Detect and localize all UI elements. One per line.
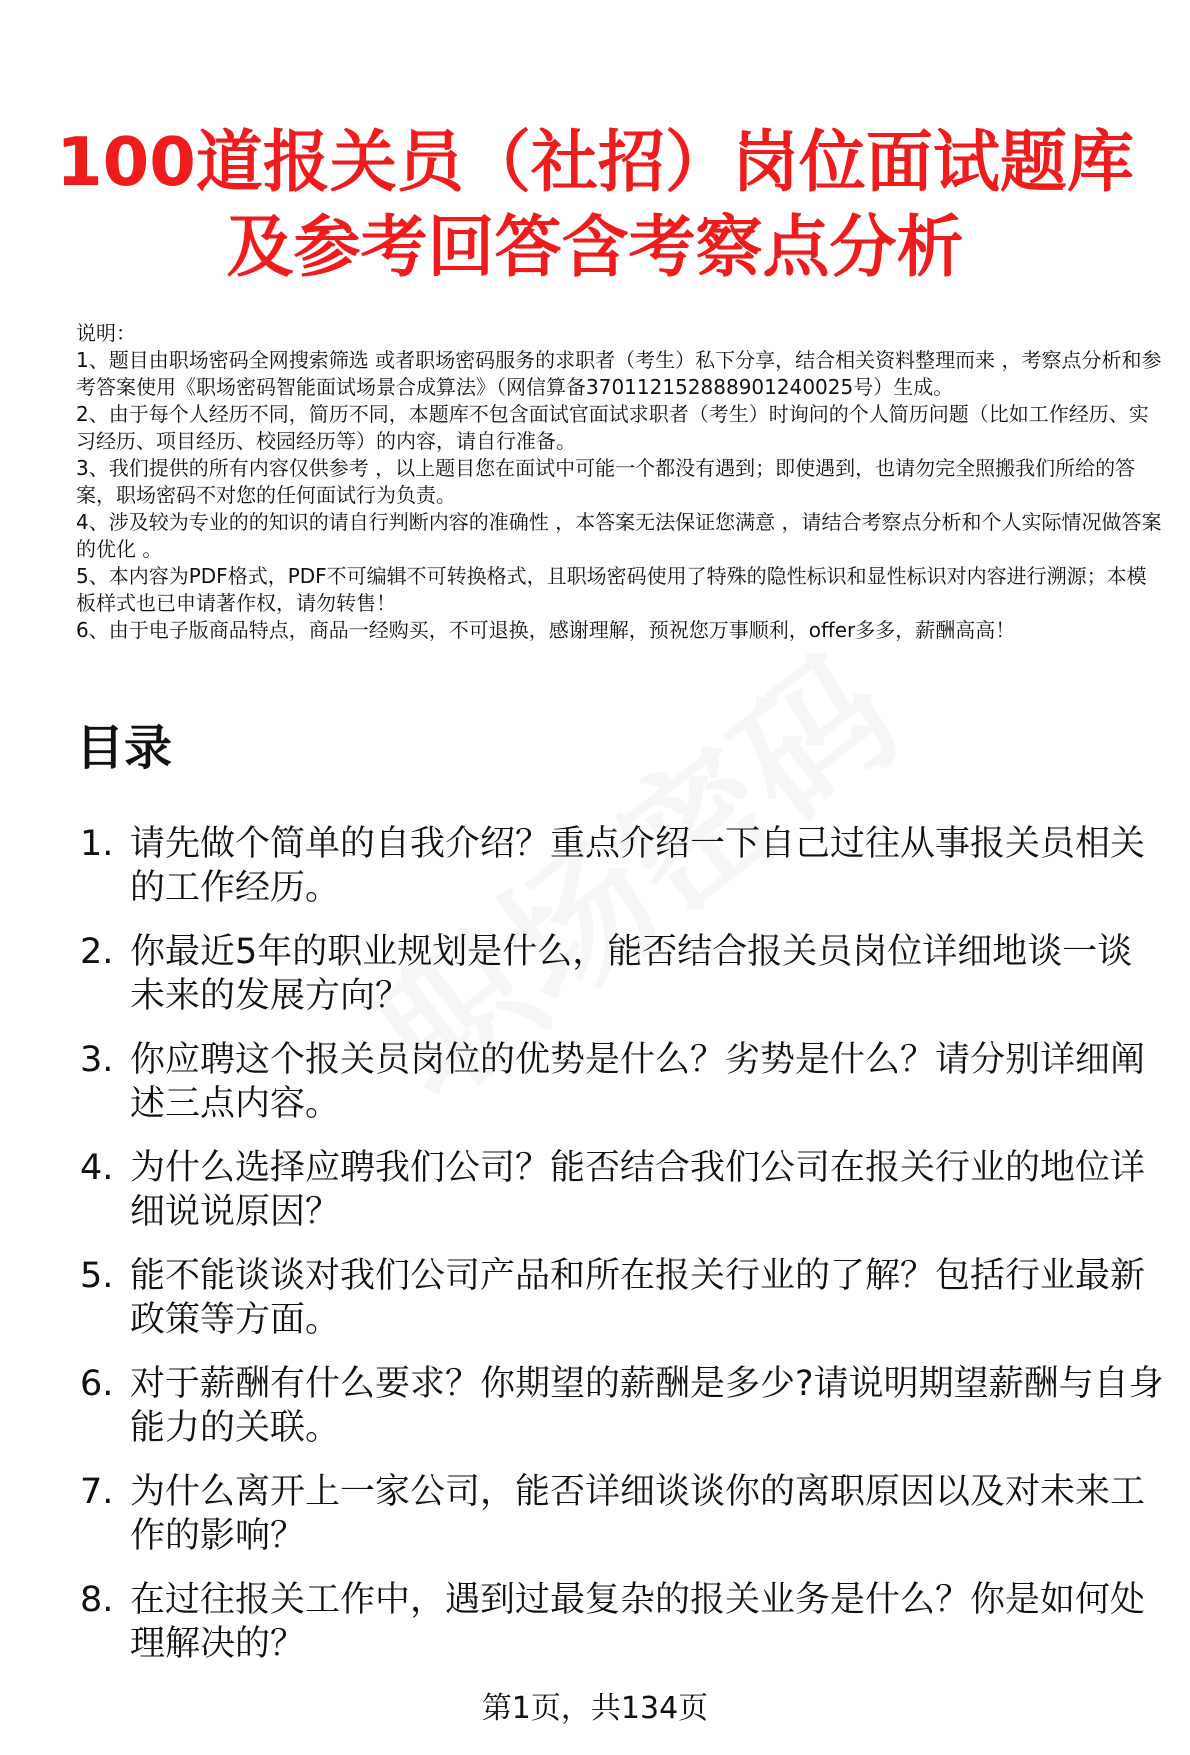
instruction-item: 1、题目由职场密码全网搜索筛选 或者职场密码服务的求职者（考生）私下分享，结合相关资料整理而来 ，考察点分析和参考答案使用《职场密码智能面试场景合成算法》（网信算备370112152888901240025号）生成。 [76,348,1162,399]
toc-item[interactable] [76,930,1166,1038]
toc-item-text: 为什么选择应聘我们公司？能否结合我们公司在报关行业的地位详细说说原因？ [130,1148,1146,1232]
toc-item-number: 8. [80,1580,114,1620]
toc-item-number: 4. [80,1148,114,1188]
toc-item[interactable] [76,822,1166,930]
toc-item[interactable] [76,1362,1166,1470]
toc-item-number: 6. [80,1364,114,1404]
toc-item-text: 你应聘这个报关员岗位的优势是什么？劣势是什么？请分别详细阐述三点内容。 [130,1040,1146,1124]
instruction-item: 4、涉及较为专业的的知识的请自行判断内容的准确性 ，本答案无法保证您满意 ，请结合考察点分析和个人实际情况做答案的优化 。 [76,510,1162,561]
page-title-line-2: 及参考回答含考察点分析 [226,208,964,286]
toc-item-number: 1. [80,824,114,864]
toc-item-number: 7. [80,1472,114,1512]
toc-item-number: 2. [80,932,114,972]
toc-item-text: 对于薪酬有什么要求？你期望的薪酬是多少?请说明期望薪酬与自身能力的关联。 [130,1364,1164,1448]
toc-item[interactable] [76,1146,1166,1254]
toc-item-number: 3. [80,1040,114,1080]
toc-item-text: 为什么离开上一家公司，能否详细谈谈你的离职原因以及对未来工作的影响？ [130,1472,1146,1556]
toc-item[interactable] [76,1470,1166,1578]
toc-item-text: 你最近5年的职业规划是什么，能否结合报关员岗位详细地谈一谈未来的发展方向？ [130,932,1133,1016]
toc-list [76,822,1166,1686]
toc-item-text: 能不能谈谈对我们公司产品和所在报关行业的了解？包括行业最新政策等方面。 [130,1256,1146,1340]
toc-heading: 目录 [76,720,173,776]
instruction-item: 5、本内容为PDF格式，PDF不可编辑不可转换格式，且职场密码使用了特殊的隐性标识和显性标识对内容进行溯源；本模板样式也已申请著作权，请勿转售！ [76,564,1147,615]
toc-item[interactable] [76,1038,1166,1146]
toc-item-number: 5. [80,1256,114,1296]
instructions-heading: 说明： [76,321,136,345]
instruction-item: 3、我们提供的所有内容仅供参考 ，以上题目您在面试中可能一个都没有遇到；即使遇到，也请勿完全照搬我们所给的答案，职场密码不对您的任何面试行为负责。 [76,456,1136,507]
toc-item[interactable] [76,1578,1166,1686]
toc-item-text: 请先做个简单的自我介绍？重点介绍一下自己过往从事报关员相关的工作经历。 [130,824,1146,908]
page-number: 第1页，共134页 [481,1691,709,1726]
instruction-item: 6、由于电子版商品特点，商品一经购买，不可退换，感谢理解，预祝您万事顺利，offer多多，薪酬高高！ [76,618,1016,642]
page-title-line-1: 100道报关员（社招）岗位面试题库 [56,123,1134,201]
toc-item[interactable] [76,1254,1166,1362]
instruction-item: 2、由于每个人经历不同，简历不同，本题库不包含面试官面试求职者（考生）时询问的个人简历问题（比如工作经历、实习经历、项目经历、校园经历等）的内容，请自行准备。 [76,402,1149,453]
toc-item-text: 在过往报关工作中，遇到过最复杂的报关业务是什么？你是如何处理解决的？ [130,1580,1146,1664]
instructions-block [76,320,1162,644]
